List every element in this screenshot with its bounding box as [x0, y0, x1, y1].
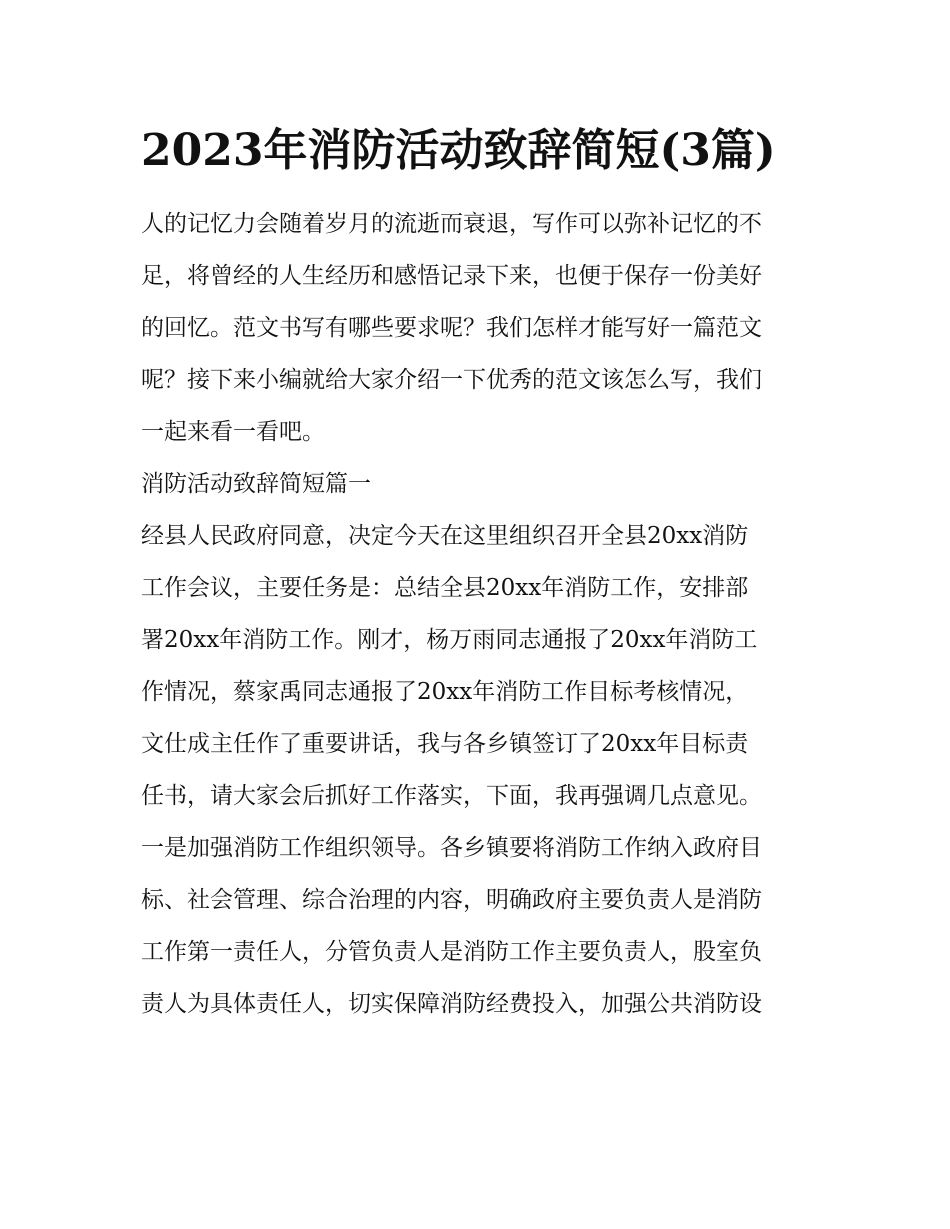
- body-line: 工作第一责任人，分管负责人是消防工作主要负责人，股室负: [141, 939, 762, 965]
- body-line: 一是加强消防工作组织领导。各乡镇要将消防工作纳入政府目: [141, 835, 762, 861]
- intro-line: 一起来看一看吧。: [141, 419, 325, 445]
- body-line: 作情况，蔡家禹同志通报了20xx年消防工作目标考核情况，: [141, 679, 749, 705]
- body-line: 任书，请大家会后抓好工作落实，下面，我再强调几点意见。: [141, 783, 762, 809]
- section-heading-text: 消防活动致辞简短篇一: [141, 471, 371, 497]
- body-line: 责人为具体责任人，切实保障消防经费投入，加强公共消防设: [141, 991, 762, 1017]
- body-line: 经县人民政府同意，决定今天在这里组织召开全县20xx消防: [141, 523, 749, 549]
- intro-paragraph: [141, 198, 813, 458]
- intro-line: 人的记忆力会随着岁月的流逝而衰退，写作可以弥补记忆的不: [141, 211, 762, 237]
- body-paragraph: [141, 510, 813, 1030]
- body-line: 工作会议，主要任务是：总结全县20xx年消防工作，安排部: [141, 575, 749, 601]
- section-heading: [141, 458, 813, 510]
- body-line: 文仕成主任作了重要讲话，我与各乡镇签订了20xx年目标责: [141, 731, 749, 757]
- intro-line: 足，将曾经的人生经历和感悟记录下来，也便于保存一份美好: [141, 263, 762, 289]
- intro-line: 呢？接下来小编就给大家介绍一下优秀的范文该怎么写，我们: [141, 367, 762, 393]
- document-page: [141, 118, 813, 1030]
- body-line: 署20xx年消防工作。刚才，杨万雨同志通报了20xx年消防工: [141, 627, 758, 653]
- document-title: 2023年消防活动致辞简短(3篇): [141, 125, 776, 176]
- intro-line: 的回忆。范文书写有哪些要求呢？我们怎样才能写好一篇范文: [141, 315, 762, 341]
- body-line: 标、社会管理、综合治理的内容，明确政府主要负责人是消防: [141, 887, 762, 913]
